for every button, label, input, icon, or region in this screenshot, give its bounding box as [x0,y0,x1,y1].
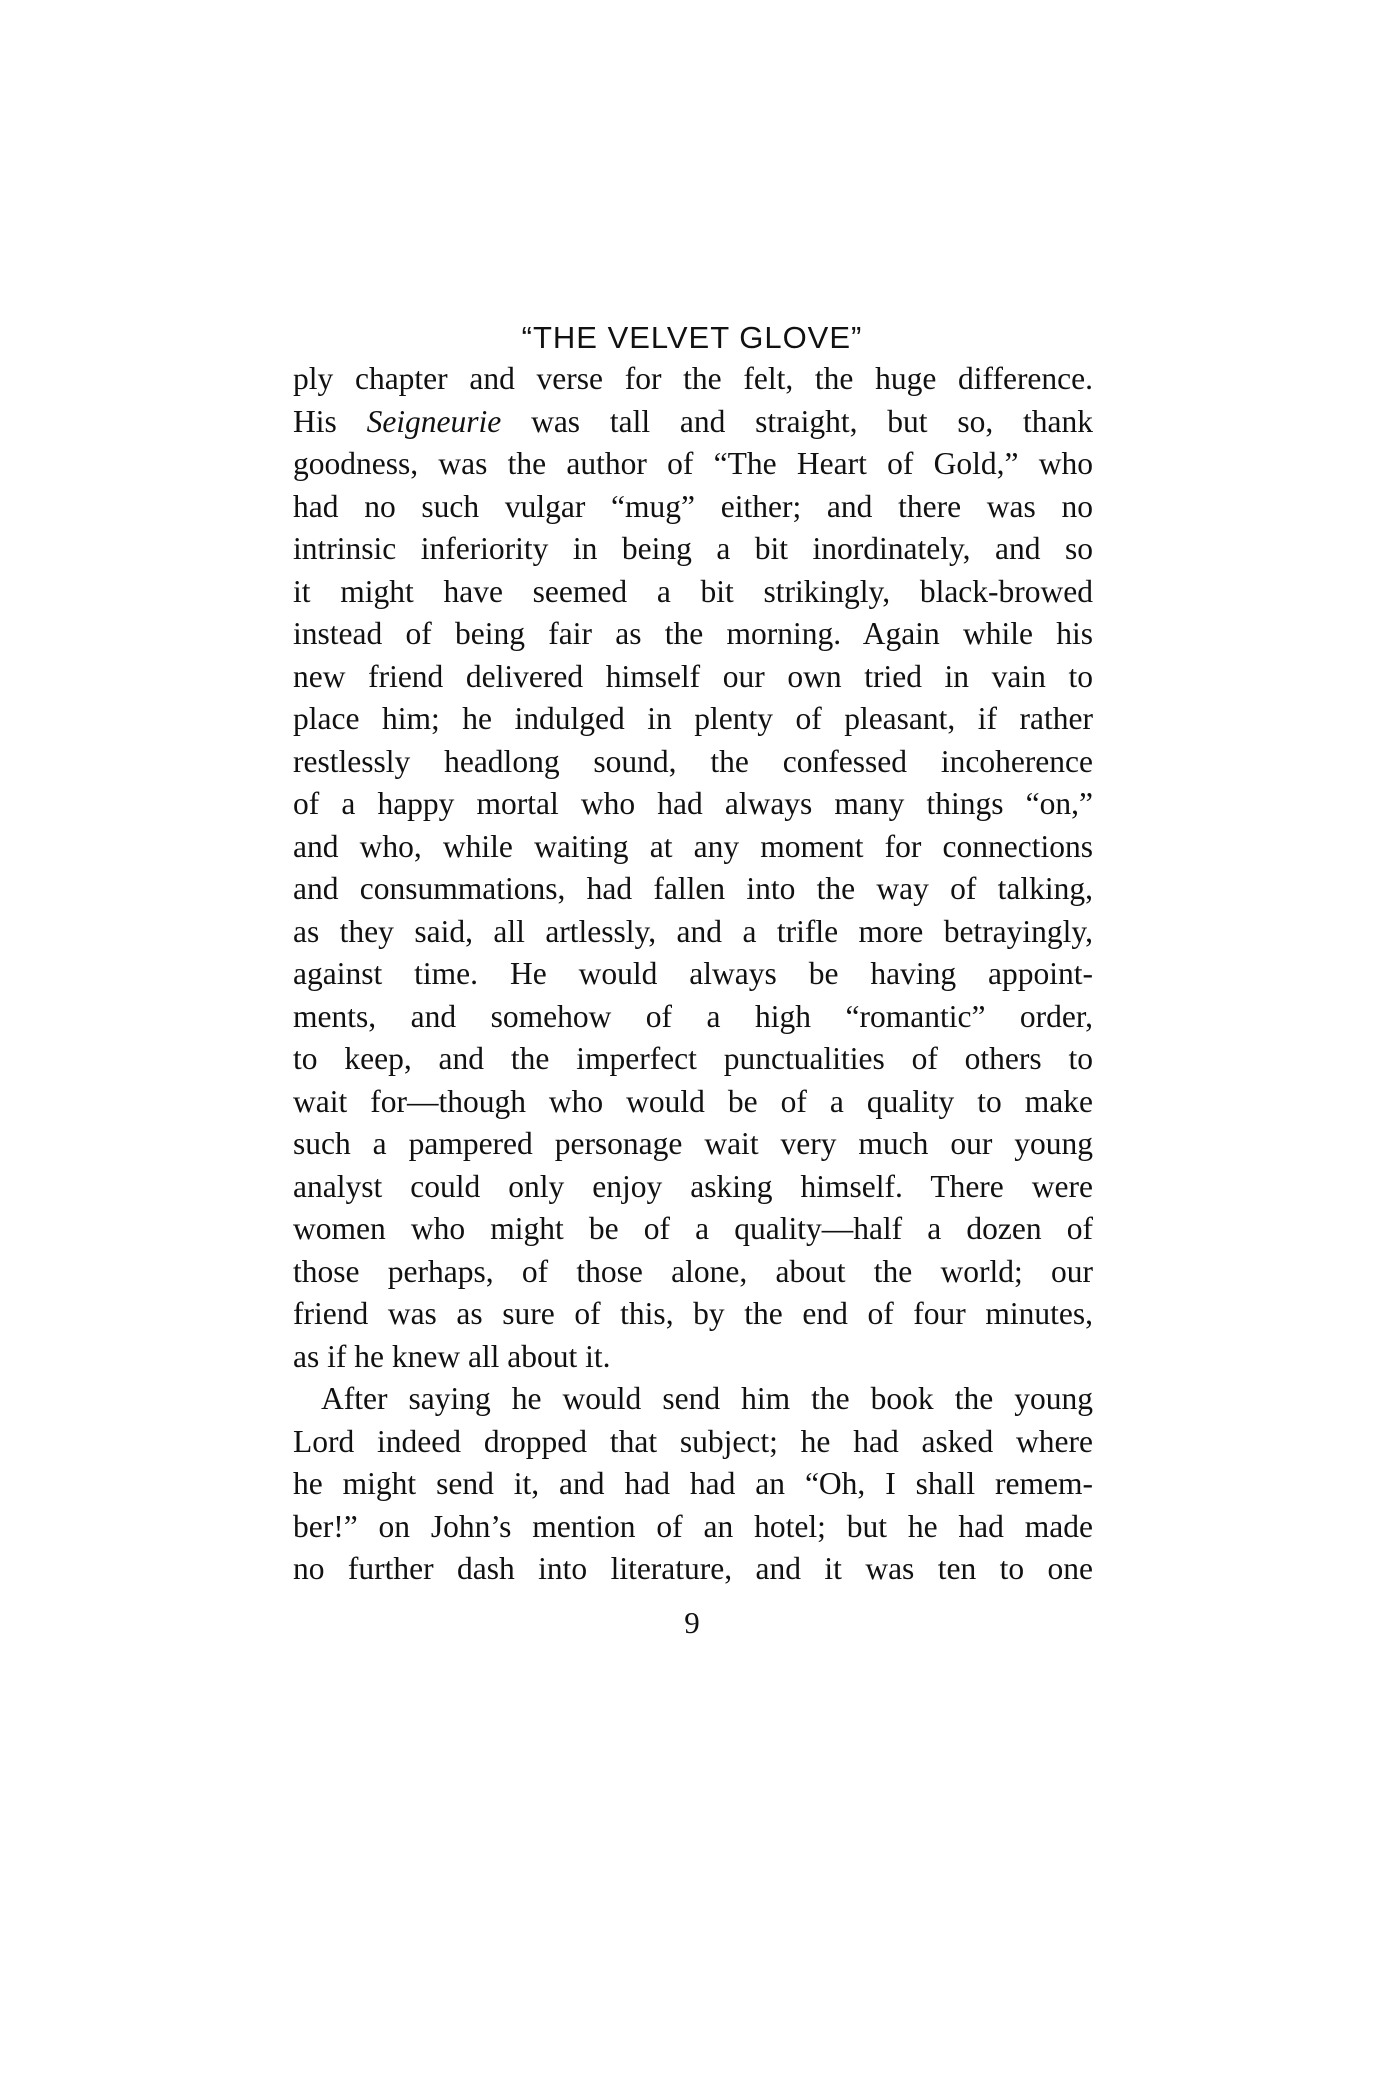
text-fragment: His [293,403,367,439]
text-line: ber!” on John’s mention of an hotel; but he had made [293,1508,1093,1544]
text-line: and consummations, had fallen into the way of talking, [293,871,1093,906]
text-line: goodness, was the author of “The Heart of Gold,” who [293,446,1093,481]
text-line: ments, and somehow of a high “romantic” order, [293,998,1093,1034]
text-line: and who, while waiting at any moment for connections [293,828,1093,864]
text-line: as if he knew all about it. [293,1338,611,1374]
text-line: place him; he indulged in plenty of pleasant, if rather [293,701,1093,736]
text-line: those perhaps, of those alone, about the world; our [293,1253,1093,1289]
text-line: ply chapter and verse for the felt, the huge difference. [293,361,1093,396]
text-line: he might send it, and had had an “Oh, I shall remem- [293,1466,1093,1501]
text-fragment: was tall and straight, but so, thank [501,403,1094,439]
text-line: intrinsic inferiority in being a bit inordinately, and so [293,531,1093,566]
text-line: women who might be of a quality—half a dozen of [293,1211,1093,1246]
body-text [293,358,1093,1591]
paragraph-2 [293,1378,1093,1591]
text-line: friend was as sure of this, by the end of four minutes, [293,1296,1093,1331]
paragraph-1 [293,358,1093,1378]
text-line: After saying he would send him the book the young [321,1381,1093,1416]
text-line: restlessly headlong sound, the confessed incoherence [293,743,1093,779]
text-line: no further dash into literature, and it was ten to one [293,1551,1093,1586]
text-line: Lord indeed dropped that subject; he had asked where [293,1423,1093,1459]
text-line: had no such vulgar “mug” either; and there was no [293,488,1093,524]
text-line: of a happy mortal who had always many things “on,” [293,786,1093,821]
page-number: 9 [684,1605,700,1640]
text-line: as they said, all artlessly, and a trifle more betrayingly, [293,913,1093,949]
italic-term: Seigneurie [366,403,502,439]
running-head: “THE VELVET GLOVE” [521,320,863,355]
text-line: analyst could only enjoy asking himself. There were [293,1168,1093,1204]
text-line: against time. He would always be having appoint- [293,956,1093,991]
text-line: to keep, and the imperfect punctualities of others to [293,1041,1093,1076]
text-line: new friend delivered himself our own tried in vain to [293,658,1093,694]
text-line: such a pampered personage wait very much our young [293,1126,1093,1161]
text-line: it might have seemed a bit strikingly, black-browed [293,573,1093,609]
text-line: instead of being fair as the morning. Again while his [293,616,1093,651]
text-line: wait for—though who would be of a quality to make [293,1083,1093,1119]
text-line [293,401,1093,444]
